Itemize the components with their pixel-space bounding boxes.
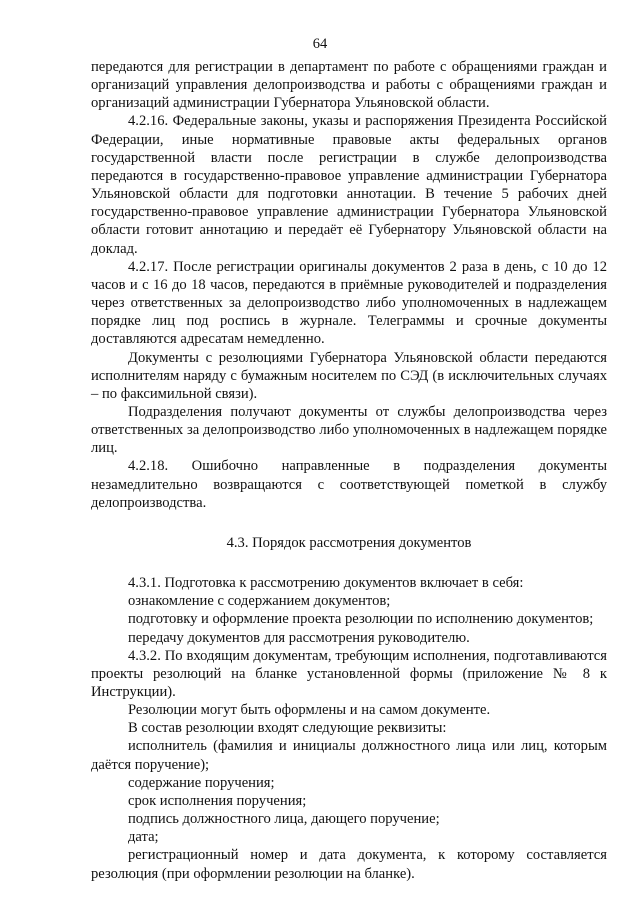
paragraph-4-2-16: 4.2.16. Федеральные законы, указы и распоряжения Президента Российской Федерации, иные нормативные правовые акты федеральных органов государственной власти после регистрации в службе делопроизводства передаются в государственно-правовое управление администрации Губернатора Ульяновской области для подготовки аннотации. В течение 5 рабочих дней государственно-правовое управление администрации Губернатора Ульяновской области готовит аннотацию и передаёт её Губернатору Ульяновской области на доклад. <box>91 113 607 257</box>
page-number: 64 <box>312 36 328 52</box>
list-item-content: содержание поручения; <box>128 774 275 791</box>
document-body <box>91 58 607 883</box>
list-item-executor: исполнитель (фамилия и инициалы должностного лица или лиц, которым даётся поручение); <box>91 738 607 773</box>
list-item-familiarization: ознакомление с содержанием документов; <box>128 593 391 610</box>
section-heading: 4.3. Порядок рассмотрения документов <box>226 534 472 551</box>
list-item-deadline: срок исполнения поручения; <box>128 792 307 809</box>
paragraph-4-2-17: 4.2.17. После регистрации оригиналы документов 2 раза в день, с 10 до 12 часов и с 16 до 18 часов, передаются в приёмные руководителей и подразделения через ответственных за делопроизводство либо уполномоченных в надлежащем порядке лиц под роспись в журнале. Телеграммы и срочные документы доставляются адресатам немедленно. <box>91 258 607 348</box>
paragraph-4-3-1: 4.3.1. Подготовка к рассмотрению документов включает в себя: <box>128 575 524 592</box>
list-item-date: дата; <box>128 829 159 846</box>
list-item-registration-number: регистрационный номер и дата документа, к которому составляется резолюция (при оформлении резолюции на бланке). <box>91 847 607 882</box>
list-item-signature: подпись должностного лица, дающего поручение; <box>128 811 440 828</box>
paragraph-4-3-2: 4.3.2. По входящим документам, требующим исполнения, подготавливаются проекты резолюций на бланке установленной формы (приложение № 8 к Инструкции). <box>91 647 607 700</box>
paragraph-requisites-intro: В состав резолюции входят следующие реквизиты: <box>128 720 447 737</box>
paragraph-resolution-on-document: Резолюции могут быть оформлены и на самом документе. <box>128 702 491 719</box>
paragraph-4-2-18: 4.2.18. Ошибочно направленные в подразделения документы незамедлительно возвращаются с соответствующей пометкой в службу делопроизводства. <box>91 458 607 511</box>
paragraph-departments: Подразделения получают документы от службы делопроизводства через ответственных за делопроизводство либо уполномоченных в надлежащем порядке лиц. <box>91 403 607 457</box>
list-item-transfer: передачу документов для рассмотрения руководителю. <box>128 629 470 646</box>
list-item-preparation: подготовку и оформление проекта резолюции по исполнению документов; <box>128 611 594 628</box>
paragraph-resolutions: Документы с резолюциями Губернатора Ульяновской области передаются исполнителям наряду с бумажным носителем по СЭД (в исключительных случаях – по факсимильной связи). <box>91 349 607 402</box>
paragraph-continuation: передаются для регистрации в департамент по работе с обращениями граждан и организаций управления делопроизводства и работы с обращениями граждан и организаций администрации Губернатора Ульяновской области. <box>91 59 607 112</box>
